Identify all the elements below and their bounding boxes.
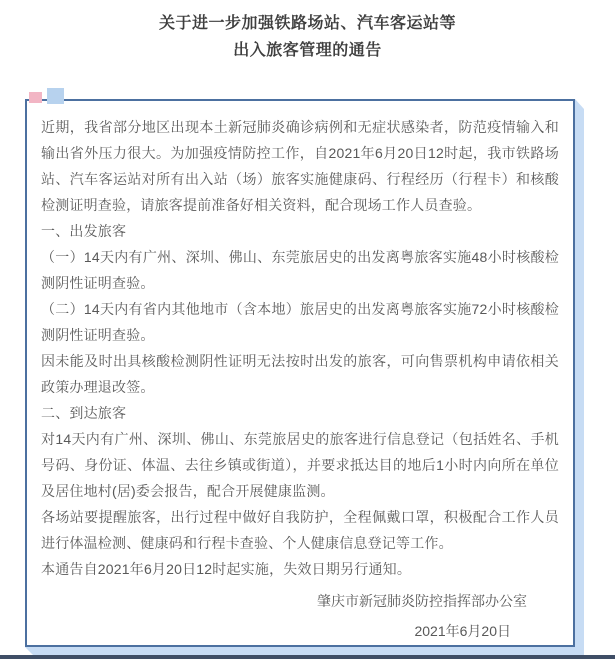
pink-square-decoration: [29, 92, 42, 103]
notice-box: [25, 99, 575, 647]
notice-paragraph: 因未能及时出具核酸检测阴性证明无法按时出发的旅客，可向售票机构申请依相关政策办理退改签。: [41, 353, 559, 395]
notice-paragraph: 各场站要提醒旅客，出行过程中做好自我防护，全程佩戴口罩，积极配合工作人员进行体温检测、健康码和行程卡查验、个人健康信息登记等工作。: [41, 509, 559, 551]
notice-paragraph: 一、出发旅客: [41, 223, 127, 239]
notice-paragraph: （二）14天内有省内其他地市（含本地）旅居史的出发离粤旅客实施72小时核酸检测阴性证明查验。: [41, 301, 559, 343]
notice-paragraph: 二、到达旅客: [41, 405, 127, 421]
notice-paragraph: 本通告自2021年6月20日12时起实施，失效日期另行通知。: [41, 561, 412, 577]
bottom-divider-bar: [0, 655, 615, 659]
notice-title-line1: 关于进一步加强铁路场站、汽车客运站等: [158, 15, 456, 32]
notice-paragraph: 近期，我省部分地区出现本土新冠肺炎确诊病例和无症状感染者，防范疫情输入和输出省外压力很大。为加强疫情防控工作，自2021年6月20日12时起，我市铁路场站、汽车客运站对所有出入站（场）旅客实施健康码、行程经历（行程卡）和核酸检测证明查验，请旅客提前准备好相关资料，配合现场工作人员查验。: [41, 119, 559, 213]
notice-body: [41, 114, 559, 582]
notice-paragraph: （一）14天内有广州、深圳、佛山、东莞旅居史的出发离粤旅客实施48小时核酸检测阴性证明查验。: [41, 249, 559, 291]
blue-square-decoration: [47, 88, 64, 104]
signature-date: 2021年6月20日: [414, 623, 511, 639]
signature-org: 肇庆市新冠肺炎防控指挥部办公室: [317, 593, 527, 609]
notice-title-line2: 出入旅客管理的通告: [233, 42, 382, 59]
signature-block: [41, 586, 559, 646]
notice-title: [0, 10, 615, 64]
notice-paragraph: 对14天内有广州、深圳、佛山、东莞旅居史的旅客进行信息登记（包括姓名、手机号码、身份证、体温、去往乡镇或街道），并要求抵达目的地后1小时内向所在单位及居住地村(居)委会报告，配合开展健康监测。: [41, 431, 559, 499]
